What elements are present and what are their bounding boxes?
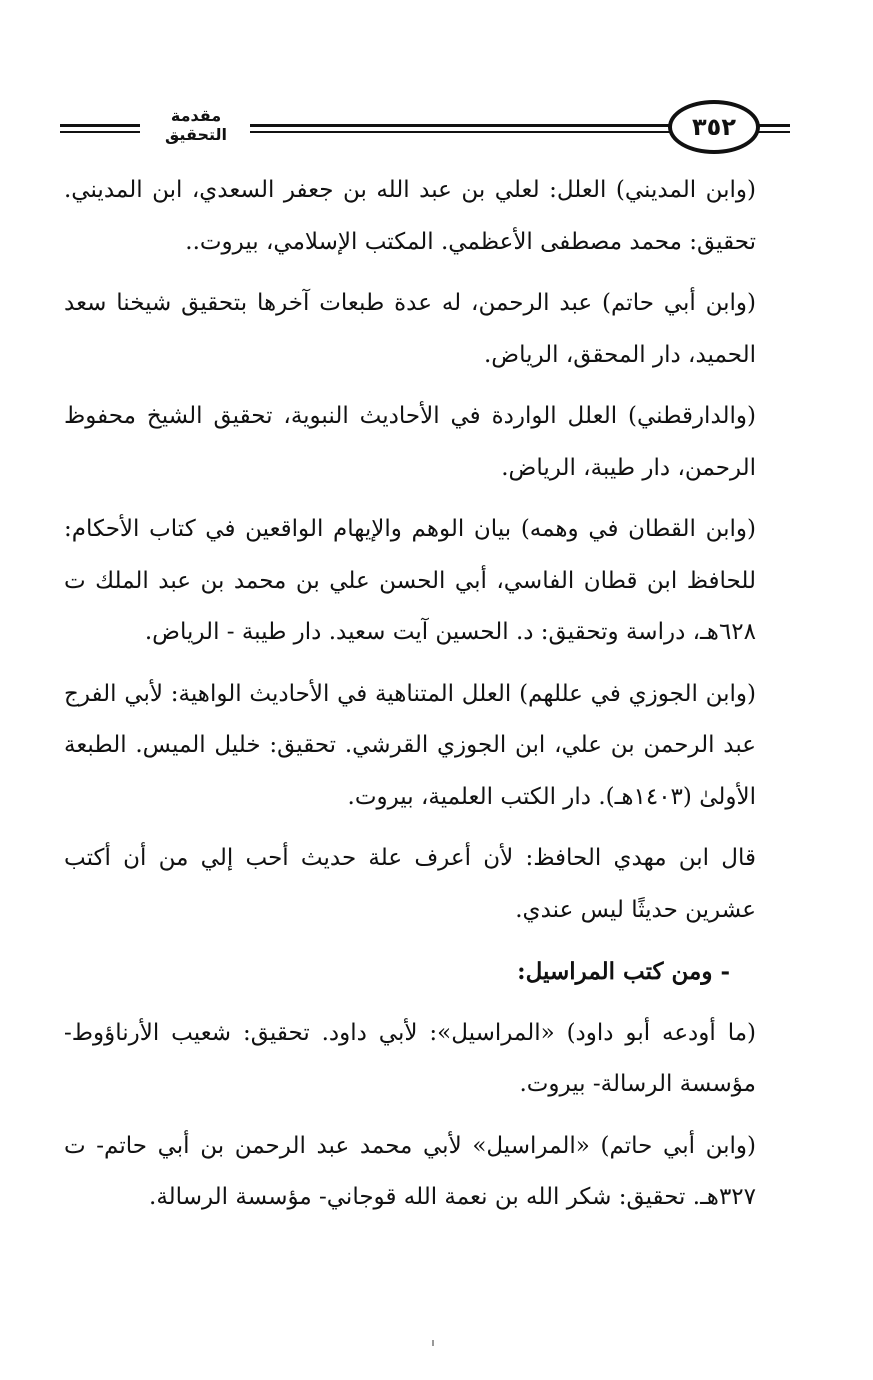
paragraph-ibn-al-madini: (وابن المديني) العلل: لعلي بن عبد الله بن جعفر السعدي، ابن المديني. تحقيق: محمد مصطفى الأعظمي. المكتب الإسلامي، بيروت.. [64, 177, 756, 255]
paragraph-daraqutni: (والدارقطني) العلل الواردة في الأحاديث النبوية، تحقيق الشيخ محفوظ الرحمن، دار طيبة، الرياض. [64, 403, 756, 481]
paragraph-ibn-al-qattan: (وابن القطان في وهمه) بيان الوهم والإيهام الواقعين في كتاب الأحكام: للحافظ ابن قطان الفاسي، أبي الحسن علي بن محمد بن عبد الملك ت ٦٢٨هـ، دراسة وتحقيق: د. الحسين آيت سعيد. دار طيبة - الرياض. [64, 516, 756, 645]
paragraph-ibn-abi-hatim-marasil: (وابن أبي حاتم) «المراسيل» لأبي محمد عبد الرحمن بن أبي حاتم- ت ٣٢٧هـ. تحقيق: شكر الله بن نعمة الله قوجاني- مؤسسة الرسالة. [64, 1132, 756, 1210]
section-heading-marasil: - ومن كتب المراسيل: [517, 958, 730, 985]
page-header [60, 100, 790, 160]
paragraph-ibn-al-jawzi: (وابن الجوزي في عللهم) العلل المتناهية في الأحاديث الواهية: لأبي الفرج عبد الرحمن بن علي، ابن الجوزي القرشي. تحقيق: خليل الميس. الطبعة الأولىٰ (١٤٠٣هـ). دار الكتب العلمية، بيروت. [64, 680, 756, 810]
header-rule-middle [250, 124, 672, 133]
bottom-mark [432, 1340, 434, 1346]
running-title: مقدمة التحقيق [164, 106, 228, 144]
header-rule-right [758, 124, 790, 133]
paragraph-ibn-mahdi-quote: قال ابن مهدي الحافظ: لأن أعرف علة حديث أحب إلي من أن أكتب عشرين حديثًا ليس عندي. [64, 845, 756, 923]
page-number-badge [668, 100, 760, 154]
paragraph-abu-dawud-marasil: (ما أودعه أبو داود) «المراسيل»: لأبي داود. تحقيق: شعيب الأرناؤوط- مؤسسة الرسالة- بيروت. [64, 1019, 756, 1097]
header-rule-left [60, 124, 140, 133]
paragraph-ibn-abi-hatim-ilal: (وابن أبي حاتم) عبد الرحمن، له عدة طبعات آخرها بتحقيق شيخنا سعد الحميد، دار المحقق، الرياض. [64, 290, 756, 368]
page-number: ٣٥٢ [692, 113, 736, 141]
page-body [64, 165, 786, 1234]
